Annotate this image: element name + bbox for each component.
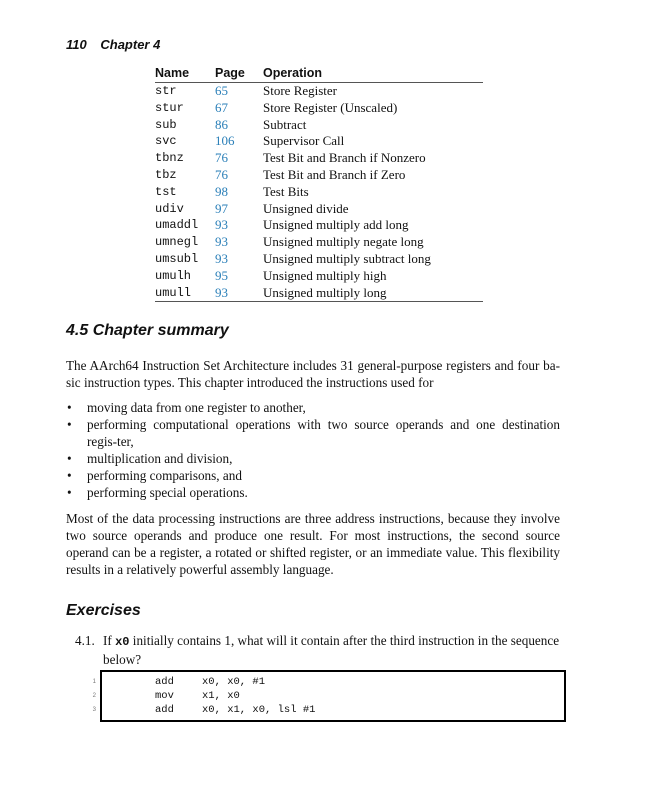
instr-name: umulh: [155, 268, 192, 283]
inline-code: x0: [115, 635, 130, 649]
instr-operation: Unsigned multiply high: [263, 267, 387, 283]
instr-operation: Unsigned multiply long: [263, 285, 483, 302]
mnemonic: mov: [155, 690, 174, 702]
table-row: [155, 133, 483, 150]
table-row: [155, 268, 483, 285]
page-link[interactable]: 86: [215, 116, 228, 132]
instr-name: tbz: [155, 167, 177, 182]
page-link[interactable]: 76: [215, 166, 228, 182]
mnemonic: add: [155, 676, 174, 688]
line-number: 2: [92, 693, 96, 699]
instr-operation: Store Register: [263, 83, 338, 98]
bullet-glyph: •: [67, 451, 72, 466]
section-heading-exercises: Exercises: [66, 602, 141, 619]
exercise-item: [75, 632, 561, 668]
bullet-glyph: •: [67, 417, 72, 432]
page-link[interactable]: 93: [215, 250, 228, 266]
page-link[interactable]: 67: [215, 99, 228, 115]
instr-name: stur: [155, 100, 184, 115]
instr-operation: Test Bits: [263, 183, 309, 199]
table-row: [155, 150, 483, 167]
instr-name: str: [155, 84, 177, 98]
page-link[interactable]: 97: [215, 200, 228, 216]
page-link[interactable]: 93: [215, 217, 228, 233]
summary-intro: The AArch64 Instruction Set Architecture includes 31 general-purpose registers and four ba-sic instruction types. This chapter introduced the instructions used for: [66, 358, 560, 390]
instr-name: sub: [155, 117, 177, 132]
bullet-glyph: •: [67, 400, 72, 415]
page-link[interactable]: 93: [215, 234, 228, 250]
instr-operation: Test Bit and Branch if Nonzero: [263, 150, 426, 166]
page-link[interactable]: 98: [215, 183, 228, 199]
operands: x1, x0: [202, 690, 240, 702]
instr-name: umsubl: [155, 251, 199, 266]
instr-operation: Test Bit and Branch if Zero: [263, 166, 406, 182]
instr-operation: Subtract: [263, 116, 307, 132]
list-item: • performing special operations.: [67, 485, 248, 500]
table-row: [155, 167, 483, 184]
page-number: 110: [66, 37, 87, 52]
page-link[interactable]: 93: [215, 285, 263, 302]
summary-paragraph: Most of the data processing instructions are three address instructions, because they involve two source operands and produce one result. For most instructions, the second source operand can be a register, a rotated or shifted register, or an immediate value. This flexibility results in a relatively powerful assembly language.: [66, 511, 560, 577]
instr-name: svc: [155, 134, 177, 149]
table-row: [155, 201, 483, 218]
table-header-row: [155, 64, 483, 83]
page-link[interactable]: 65: [215, 83, 228, 98]
table-row: [155, 184, 483, 201]
table-row: [155, 285, 483, 302]
instr-operation: Unsigned multiply negate long: [263, 234, 424, 250]
list-item: • performing comparisons, and: [67, 468, 242, 483]
list-item: • moving data from one register to another,: [67, 400, 306, 415]
instr-operation: Unsigned multiply add long: [263, 217, 409, 233]
page-link[interactable]: 95: [215, 267, 228, 283]
page-link[interactable]: 106: [215, 133, 235, 149]
table-row: [155, 234, 483, 251]
operands: x0, x0, #1: [202, 676, 266, 688]
instruction-table: [155, 64, 483, 302]
instr-name: tst: [155, 184, 177, 199]
bullet-glyph: •: [67, 468, 72, 483]
header-operation: Operation: [263, 66, 323, 80]
list-item: • performing computational operations with two source operands and one destination regis-ter,: [67, 417, 560, 449]
table-row: [155, 251, 483, 268]
chapter-label: Chapter 4: [100, 37, 161, 52]
table-row: [155, 100, 483, 117]
header-name: Name: [155, 66, 190, 80]
instr-operation: Unsigned multiply subtract long: [263, 250, 431, 266]
running-head: [66, 37, 160, 52]
instr-name: umnegl: [155, 235, 199, 250]
line-number: 3: [92, 707, 96, 713]
table-row: [155, 83, 483, 100]
instr-operation: Supervisor Call: [263, 133, 345, 149]
operands: x0, x1, x0, lsl #1: [202, 704, 316, 716]
page-link[interactable]: 76: [215, 150, 228, 166]
line-number: 1: [92, 679, 96, 685]
code-listing: [92, 670, 566, 722]
mnemonic: add: [155, 704, 174, 716]
instr-operation: Store Register (Unscaled): [263, 99, 398, 115]
instr-name: umull: [155, 285, 215, 302]
instr-name: tbnz: [155, 151, 184, 166]
summary-bullet-list: [66, 399, 560, 501]
exercise-text: If x0 initially contains 1, what will it contain after the third instruction in the sequence below?: [103, 633, 560, 667]
table-row: [155, 117, 483, 134]
bullet-glyph: •: [67, 485, 72, 500]
instr-name: umaddl: [155, 218, 199, 233]
table-row: [155, 217, 483, 234]
section-heading-summary: 4.5 Chapter summary: [66, 322, 229, 339]
exercise-number: 4.1.: [75, 633, 95, 648]
list-item: • multiplication and division,: [67, 451, 233, 466]
header-page: Page: [215, 66, 245, 80]
instr-operation: Unsigned divide: [263, 200, 349, 216]
instr-name: udiv: [155, 201, 184, 216]
